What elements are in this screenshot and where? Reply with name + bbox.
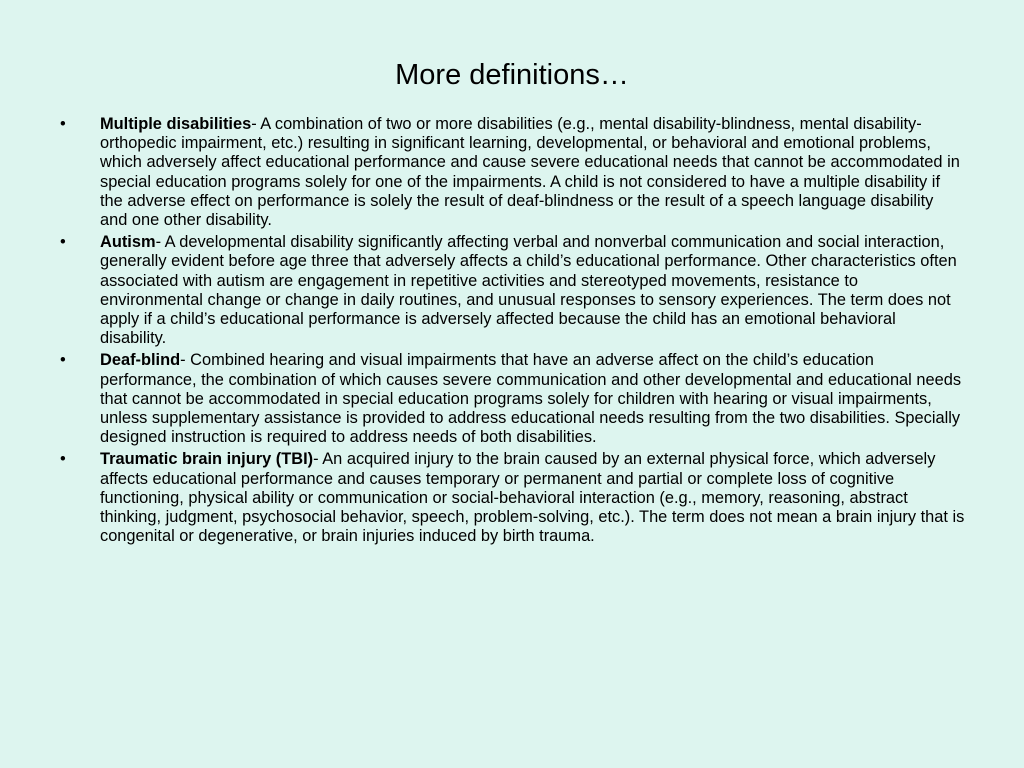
bullet-icon: • bbox=[60, 115, 66, 133]
definition-term: Autism bbox=[100, 233, 156, 252]
definition-text: - An acquired injury to the brain caused by an external physical force, which adversely affects educational performance and causes temporary or permanent and partial or complete loss of cognitive functioning, physical ability or communication or social-behavioral interaction (e.g., memory, reasoning, abstract thinking, judgment, psychosocial behavior, speech, problem-solving, etc.). The term does not mean a brain injury that is congenital or degenerative, or brain injuries induced by birth trauma. bbox=[100, 450, 965, 546]
bullet-icon: • bbox=[60, 233, 66, 252]
slide-title: More definitions… bbox=[395, 59, 629, 91]
definition-text: - Combined hearing and visual impairments that have an adverse affect on the child’s education performance, the combination of which causes severe communication and other developmental and educational needs that cannot be accommodated in special education programs solely for children with hearing or visual impairments, unless supplementary assistance is provided to address educational needs resulting from the two disabilities. Specially designed instruction is required to address needs of both disabilities. bbox=[100, 351, 962, 447]
list-item-multiple-disabilities bbox=[60, 115, 965, 230]
list-item-deaf-blind bbox=[60, 351, 965, 447]
list-item-autism bbox=[60, 233, 965, 348]
definition-text: - A combination of two or more disabilities (e.g., mental disability-blindness, mental disability-orthopedic impairment, etc.) resulting in significant learning, developmental, or behavioral and emotional problems, which adversely affect educational performance and cause severe educational needs that cannot be accommodated in special education programs solely for one of the impairments. A child is not considered to have a multiple disability if the adverse effect on performance is solely the result of deaf-blindness or the result of a speech language disability and one other disability. bbox=[100, 115, 960, 230]
definition-term: Deaf-blind bbox=[100, 351, 181, 370]
list-item-traumatic-brain-injury bbox=[60, 450, 965, 546]
definition-text: - A developmental disability significantly affecting verbal and nonverbal communication and social interaction, generally evident before age three that adversely affects a child’s educational performance. Other characteristics often associated with autism are engagement in repetitive activities and stereotyped movements, resistance to environmental change or change in daily routines, and unusual responses to sensory experiences. The term does not apply if a child’s educational performance is adversely affected because the child has an emotional behavioral disability. bbox=[100, 233, 957, 348]
bullet-icon: • bbox=[60, 450, 66, 469]
definition-term: Traumatic brain injury (TBI) bbox=[100, 450, 314, 469]
definition-term: Multiple disabilities bbox=[100, 115, 252, 133]
bullet-icon: • bbox=[60, 351, 66, 370]
definition-list bbox=[60, 115, 965, 549]
